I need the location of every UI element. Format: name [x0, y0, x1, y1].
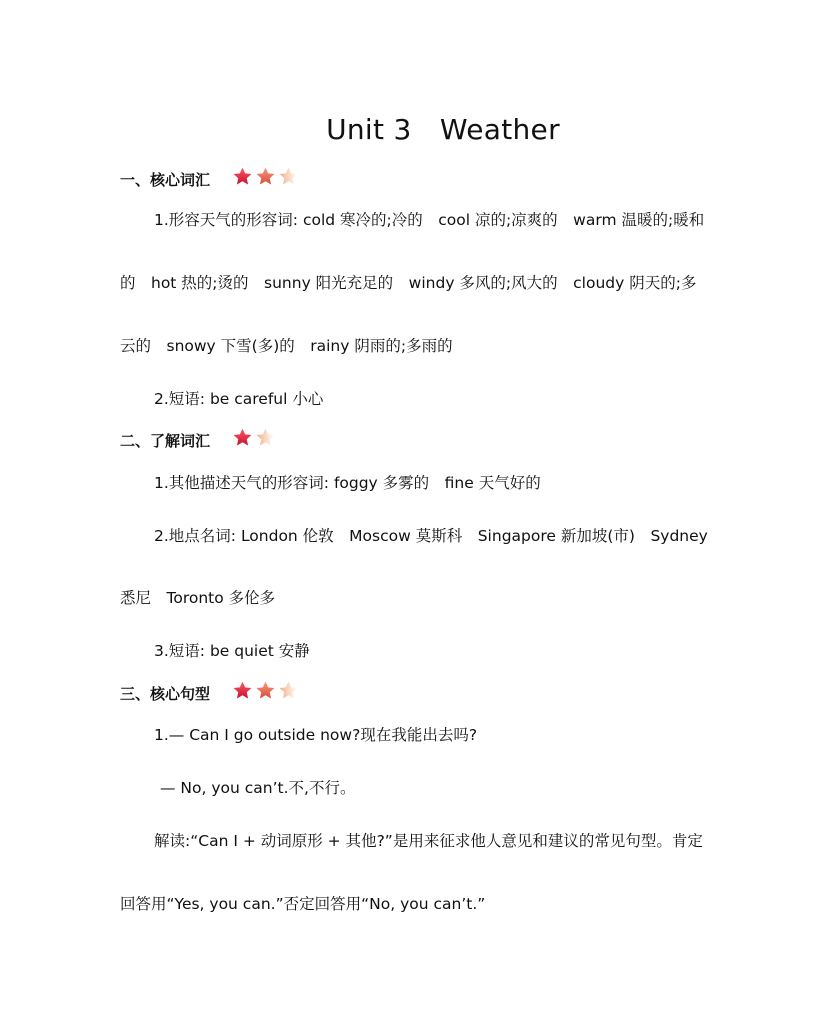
text-line: 2.短语: be careful 小心 — [154, 390, 324, 408]
text-line: 1.形容天气的形容词: cold 寒冷的;冷的 cool 凉的;凉爽的 warm 温暖的;暖和 — [154, 211, 705, 229]
section-heading-core-vocabulary: 一、核心词汇 — [120, 171, 211, 189]
text-line: 1.其他描述天气的形容词: foggy 多雾的 fine 天气好的 — [154, 474, 541, 492]
text-line: 解读:“Can I + 动词原形 + 其他?”是用来征求他人意见和建议的常见句型。肯定 — [154, 832, 703, 850]
text-line: 3.短语: be quiet 安静 — [154, 642, 310, 660]
star-icon — [232, 427, 253, 448]
page-title: Unit 3 Weather — [326, 113, 560, 146]
star-rating — [232, 427, 276, 448]
text-line: 悉尼 Toronto 多伦多 — [120, 589, 276, 607]
star-icon — [255, 166, 276, 187]
text-line: 1.— Can I go outside now?现在我能出去吗? — [154, 726, 478, 744]
star-rating — [232, 680, 299, 701]
star-rating — [232, 166, 299, 187]
text-line: 云的 snowy 下雪(多)的 rainy 阴雨的;多雨的 — [120, 337, 453, 355]
section-heading-core-sentences: 三、核心句型 — [120, 685, 211, 703]
section-heading-understand-vocabulary: 二、了解词汇 — [120, 432, 211, 450]
text-line: 的 hot 热的;烫的 sunny 阳光充足的 windy 多风的;风大的 cloudy 阴天的;多 — [120, 274, 697, 292]
text-line: 回答用“Yes, you can.”否定回答用“No, you can’t.” — [120, 895, 486, 913]
half-star-icon — [278, 680, 299, 701]
text-line: — No, you can’t.不,不行。 — [160, 779, 356, 797]
text-line: 2.地点名词: London 伦敦 Moscow 莫斯科 Singapore 新加坡(市) Sydney — [154, 527, 708, 545]
star-icon — [232, 680, 253, 701]
half-star-icon — [278, 166, 299, 187]
star-icon — [255, 680, 276, 701]
star-icon — [232, 166, 253, 187]
half-star-icon — [255, 427, 276, 448]
